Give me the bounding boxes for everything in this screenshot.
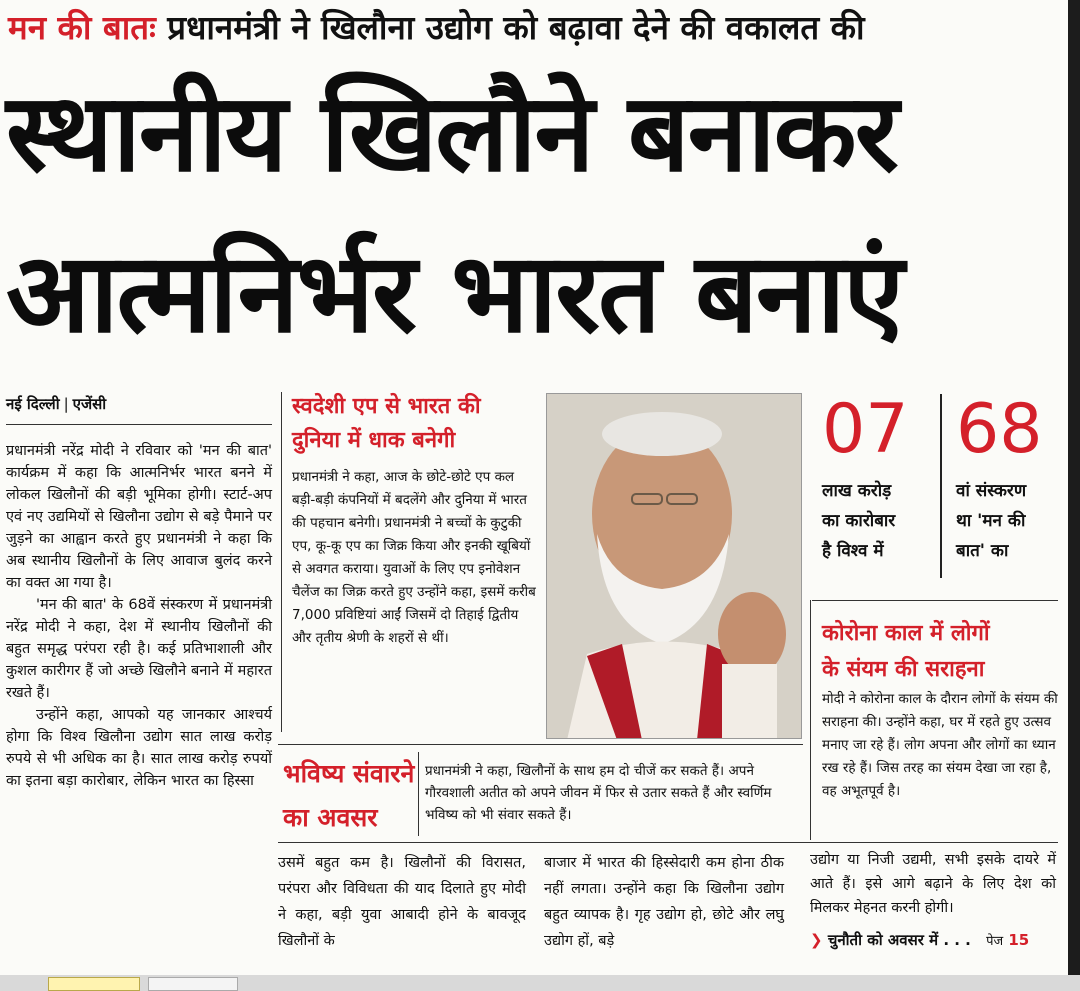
- continue-page-number: 15: [1008, 931, 1030, 949]
- continue-on-page: [810, 930, 1029, 950]
- stat-2-label-line-3: बात' का: [956, 541, 1009, 561]
- swadeshi-body: प्रधानमंत्री ने कहा, आज के छोटे-छोटे एप कल बड़ी-बड़ी कंपनियों में बदलेंगे और दुनिया में भारत की पहचान बनेगी। प्रधानमंत्री ने बच्चों के कुटुकी एप, कू-कू एप का जिक्र किया और इनकी खूबियों से अवगत कराया। युवाओं के लिए एप इनोवेशन चैलेंज का जिक्र करते हुए उन्होंने कहा, इसमें करीब 7,000 प्रविष्टियां आईं जिसमें दो तिहाई द्वितीय और तृतीय श्रेणी के शहरों से थीं।: [292, 469, 536, 646]
- swadeshi-heading-line-2: दुनिया में धाक बनेगी: [292, 428, 456, 453]
- pm-photo: [546, 393, 802, 739]
- corona-left-rule: [810, 600, 811, 840]
- stat-label-2: [956, 476, 1066, 566]
- bhavishya-heading-line-2: का अवसर: [283, 803, 378, 832]
- taskbar-tab-2[interactable]: [148, 977, 238, 991]
- stats-bottom-rule: [812, 600, 1058, 601]
- stats-divider: [940, 394, 942, 578]
- bhavishya-top-rule: [278, 744, 803, 745]
- stat-label-1: [822, 476, 932, 566]
- main-paragraph-3: उन्होंने कहा, आपको यह जानकार आश्चर्य होगा कि विश्व खिलौना उद्योग सात लाख करोड़ रुपये से भी अधिक का है। सात लाख करोड़ रुपयों का इतना बड़ा कारोबार, लेकिन भारत का हिस्सा: [6, 707, 272, 789]
- corona-body: मोदी ने कोरोना काल के दौरान लोगों के संयम की सराहना की। उन्होंने कहा, घर में रहते हुए उत्सव मनाए जा रहे हैं। लोग अपना और लोगों का ध्यान रख रहे हैं। जिस तरह का संयम देखा जा रहा है, वह अभूतपूर्व है।: [822, 691, 1058, 799]
- corona-heading-line-2: के संयम की सराहना: [822, 657, 985, 682]
- byline-agency: एजेंसी: [72, 395, 107, 413]
- scan-edge: [1068, 0, 1080, 991]
- kicker-label: मन की बातः: [8, 8, 156, 47]
- bhavishya-inner-rule: [418, 752, 419, 836]
- stat-1-label-line-3: है विश्व में: [822, 541, 884, 561]
- corona-heading: [822, 616, 1062, 688]
- stat-number-2: 68: [956, 390, 1043, 469]
- bhavishya-heading: [283, 752, 415, 840]
- taskbar-tab-1[interactable]: [48, 977, 140, 991]
- byline-place: नई दिल्ली: [6, 395, 60, 413]
- stat-1-label-line-2: का कारोबार: [822, 511, 896, 531]
- byline: [6, 394, 106, 414]
- continue-page-label: पेज: [986, 934, 1004, 949]
- main-paragraph-2: 'मन की बात' के 68वें संस्करण में प्रधानमंत्री नरेंद्र मोदी ने कहा, देश में स्थानीय खिलौनों की बहुत समृद्ध परंपरा रही है। कई प्रतिभाशाली और कुशल कारीगर हैं जो अच्छे खिलौने बनाने में महारत रखते हैं।: [6, 597, 272, 701]
- stat-2-label-line-2: था 'मन की: [956, 511, 1026, 531]
- stat-number-1: 07: [822, 390, 909, 469]
- main-story-continuation-1: उसमें बहुत कम है। खिलौनों की विरासत, परंपरा और विविधता की याद दिलाते हुए मोदी ने कहा, बड़ी युवा आबादी होने के बावजूद खिलौनों के: [278, 855, 526, 949]
- kicker-text: प्रधानमंत्री ने खिलौना उद्योग को बढ़ावा देने की वकालत की: [167, 8, 865, 47]
- main-paragraph-1: प्रधानमंत्री नरेंद्र मोदी ने रविवार को 'मन की बात' कार्यक्रम में कहा कि आत्मनिर्भर भारत बनने में लोकल खिलौनों की बड़ी भूमिका होगी। स्टार्ट-अप एवं नए उद्यमियों से खिलौना उद्योग से बड़े पैमाने पर जुड़ने का आह्वान करते हुए प्रधानमंत्री ने कहा कि अब स्थानीय खिलौनों के लिए आवाज बुलंद करने का वक्त आ गया है।: [6, 443, 272, 591]
- main-story-column: [6, 440, 272, 792]
- swadeshi-heading-line-1: स्वदेशी एप से भारत की: [292, 394, 481, 419]
- bhavishya-heading-line-1: भविष्य संवारने: [283, 759, 415, 788]
- stat-2-label-line-1: वां संस्करण: [956, 481, 1027, 501]
- swadeshi-box-left-rule: [281, 392, 282, 732]
- byline-rule: [6, 424, 272, 425]
- main-story-continuation-2: बाजार में भारत की हिस्सेदारी कम होना ठीक नहीं लगता। उन्होंने कहा कि खिलौना उद्योग बहुत व्यापक है। गृह उद्योग हो, छोटे और लघु उद्योग हों, बड़े: [544, 855, 784, 949]
- bottom-taskbar: [0, 975, 1080, 991]
- corona-heading-line-1: कोरोना काल में लोगों: [822, 621, 990, 646]
- kicker-line: [8, 6, 1058, 50]
- byline-separator: |: [63, 395, 69, 413]
- headline-line-1: स्थानीय खिलौने बनाकर: [6, 71, 897, 196]
- main-story-continuation-3: उद्योग या निजी उद्यमी, सभी इसके दायरे में आते हैं। इसे आगे बढ़ाने के लिए देश को मिलकर मेहनत करनी होगी।: [810, 852, 1056, 916]
- bhavishya-body: प्रधानमंत्री ने कहा, खिलौनों के साथ हम दो चीजें कर सकते हैं। अपने गौरवशाली अतीत को अपने जीवन में फिर से उतार सकते हैं और स्वर्णिम भविष्य को भी संवार सकते हैं।: [425, 763, 772, 823]
- pm-photo-illustration: [547, 394, 802, 739]
- bottom-section-rule: [278, 842, 1058, 843]
- continue-arrow-icon: ❯: [810, 931, 823, 949]
- continue-text: चुनौती को अवसर में . . .: [827, 931, 971, 949]
- headline-line-2: आत्मनिर्भर भारत बनाएं: [6, 229, 903, 357]
- stat-1-label-line-1: लाख करोड़: [822, 481, 892, 501]
- swadeshi-heading: [292, 390, 537, 458]
